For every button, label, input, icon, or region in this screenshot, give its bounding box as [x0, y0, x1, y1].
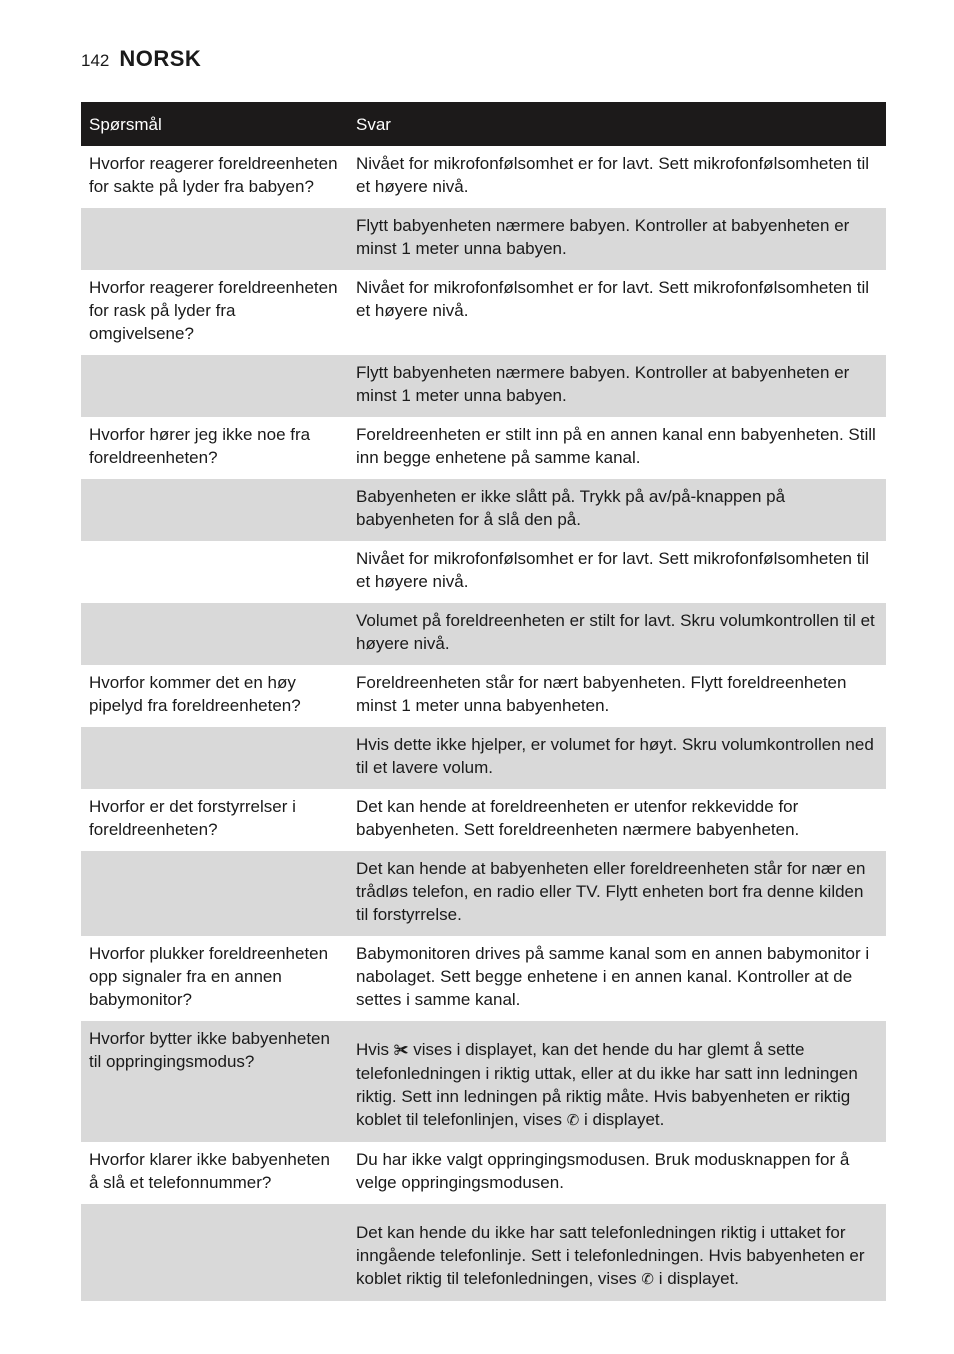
- answer-text: vises i displayet, kan det hende du har glemt å sette telefonledningen i riktig uttak, eller at du ikke har satt inn ledningen riktig. Sett inn ledningen på riktig måte. Hvis babyenheten er riktig koblet til telefonlinjen, vises: [356, 1040, 858, 1129]
- table-row: [81, 789, 886, 851]
- section-title: NORSK: [119, 46, 202, 71]
- answer-cell: Flytt babyenheten nærmere babyen. Kontroller at babyenheten er minst 1 meter unna babyen.: [348, 355, 886, 417]
- answer-text: Hvis: [356, 1040, 394, 1059]
- question-cell: Hvorfor reagerer foreldreenheten for sakte på lyder fra babyen?: [89, 154, 338, 196]
- answer-cell: Nivået for mikrofonfølsomhet er for lavt. Sett mikrofonfølsomheten til et høyere nivå.: [356, 278, 870, 320]
- table-row: [81, 417, 886, 479]
- phone-line-connected-icon: ✆: [566, 1112, 580, 1129]
- table-row: [81, 727, 886, 789]
- question-cell: [81, 727, 348, 789]
- answer-cell: [348, 1204, 886, 1301]
- faq-table: [81, 102, 886, 1301]
- table-row: [81, 146, 886, 208]
- answer-text: Det kan hende du ikke har satt telefonledningen riktig i uttaket for inngående telefonlinje. Sett i telefonledningen. Hvis babyenheten er koblet riktig til telefonledningen, vises: [356, 1223, 865, 1288]
- question-cell: Hvorfor kommer det en høy pipelyd fra foreldreenheten?: [89, 673, 301, 715]
- table-row: [81, 270, 886, 355]
- answer-cell: Nivået for mikrofonfølsomhet er for lavt. Sett mikrofonfølsomheten til et høyere nivå.: [356, 154, 870, 196]
- answer-cell: Babymonitoren drives på samme kanal som en annen babymonitor i nabolaget. Sett begge enhetene i en annen kanal. Kontroller at de settes i samme kanal.: [356, 944, 870, 1009]
- table-row: [81, 936, 886, 1021]
- question-cell: Hvorfor bytter ikke babyenheten til oppringingsmodus?: [81, 1021, 348, 1142]
- answer-cell: Foreldreenheten er stilt inn på en annen kanal enn babyenheten. Still inn begge enhetene på samme kanal.: [356, 425, 876, 467]
- table-row: [81, 1204, 886, 1301]
- question-cell: [81, 603, 348, 665]
- page-number: 142: [81, 51, 110, 70]
- question-cell: [81, 208, 348, 270]
- table-row: [81, 665, 886, 727]
- question-cell: Hvorfor reagerer foreldreenheten for rask på lyder fra omgivelsene?: [89, 278, 338, 343]
- answer-cell: Foreldreenheten står for nært babyenheten. Flytt foreldreenheten minst 1 meter unna babyenheten.: [356, 673, 847, 715]
- table-row: [81, 1021, 886, 1142]
- question-cell: Hvorfor klarer ikke babyenheten å slå et telefonnummer?: [89, 1150, 330, 1192]
- answer-text: i displayet.: [653, 1269, 740, 1288]
- question-cell: [81, 479, 348, 541]
- question-cell: [81, 541, 348, 603]
- table-row: [81, 208, 886, 270]
- table-row: [81, 541, 886, 603]
- answer-cell: Det kan hende at babyenheten eller foreldreenheten står for nær en trådløs telefon, en radio eller TV. Flytt enheten bort fra denne kilden til forstyrrelse.: [348, 851, 886, 936]
- answer-cell: Du har ikke valgt oppringingsmodusen. Bruk modusknappen for å velge oppringingsmodusen.: [356, 1150, 850, 1192]
- column-header-question: Spørsmål: [81, 102, 348, 146]
- answer-cell: Nivået for mikrofonfølsomhet er for lavt. Sett mikrofonfølsomheten til et høyere nivå.: [356, 549, 870, 591]
- table-row: [81, 355, 886, 417]
- phone-line-connected-icon: ✆: [641, 1271, 654, 1288]
- answer-cell: Hvis dette ikke hjelper, er volumet for høyt. Skru volumkontrollen ned til et lavere volum.: [348, 727, 886, 789]
- question-cell: Hvorfor hører jeg ikke noe fra foreldreenheten?: [89, 425, 311, 467]
- table-row: [81, 603, 886, 665]
- question-cell: Hvorfor plukker foreldreenheten opp signaler fra en annen babymonitor?: [89, 944, 329, 1009]
- answer-cell: Volumet på foreldreenheten er stilt for lavt. Skru volumkontrollen til et høyere nivå.: [348, 603, 886, 665]
- question-cell: [81, 1204, 348, 1301]
- answer-cell: Det kan hende at foreldreenheten er utenfor rekkevidde for babyenheten. Sett foreldreenheten nærmere babyenheten.: [356, 797, 800, 839]
- table-row: [81, 851, 886, 936]
- column-header-answer: Svar: [348, 102, 886, 146]
- answer-cell: [348, 1021, 886, 1142]
- answer-text: i displayet.: [579, 1110, 665, 1129]
- answer-cell: Flytt babyenheten nærmere babyen. Kontroller at babyenheten er minst 1 meter unna babyen.: [348, 208, 886, 270]
- answer-cell: Babyenheten er ikke slått på. Trykk på av/på-knappen på babyenheten for å slå den på.: [348, 479, 886, 541]
- question-cell: [81, 355, 348, 417]
- table-header-row: [81, 102, 886, 146]
- page-header: [81, 46, 201, 76]
- phone-line-disconnected-icon: ✀: [393, 1042, 409, 1059]
- table-row: [81, 1142, 886, 1204]
- question-cell: Hvorfor er det forstyrrelser i foreldreenheten?: [89, 797, 296, 839]
- table-row: [81, 479, 886, 541]
- question-cell: [81, 851, 348, 936]
